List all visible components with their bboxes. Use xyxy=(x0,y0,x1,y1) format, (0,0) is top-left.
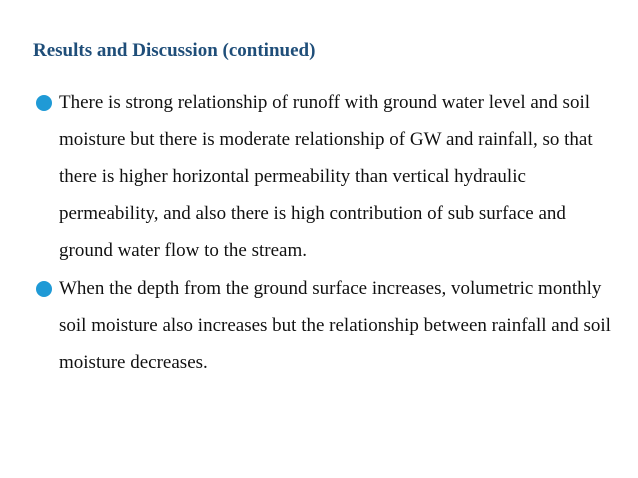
bullet-circle-icon xyxy=(36,95,52,111)
slide-title: Results and Discussion (continued) xyxy=(33,40,316,61)
bullet-item xyxy=(34,270,624,381)
bullet-list xyxy=(34,84,624,381)
bullet-text: When the depth from the ground surface increases, volumetric monthly soil moisture also increases but the relationship between rainfall and soil moisture decreases. xyxy=(59,278,611,373)
bullet-item xyxy=(34,84,624,269)
bullet-text: There is strong relationship of runoff with ground water level and soil moisture but there is moderate relationship of GW and rainfall, so that there is higher horizontal permeability than vertical hydraulic permeability, and also there is high contribution of sub surface and ground water flow to the stream. xyxy=(59,92,593,261)
bullet-circle-icon xyxy=(36,281,52,297)
